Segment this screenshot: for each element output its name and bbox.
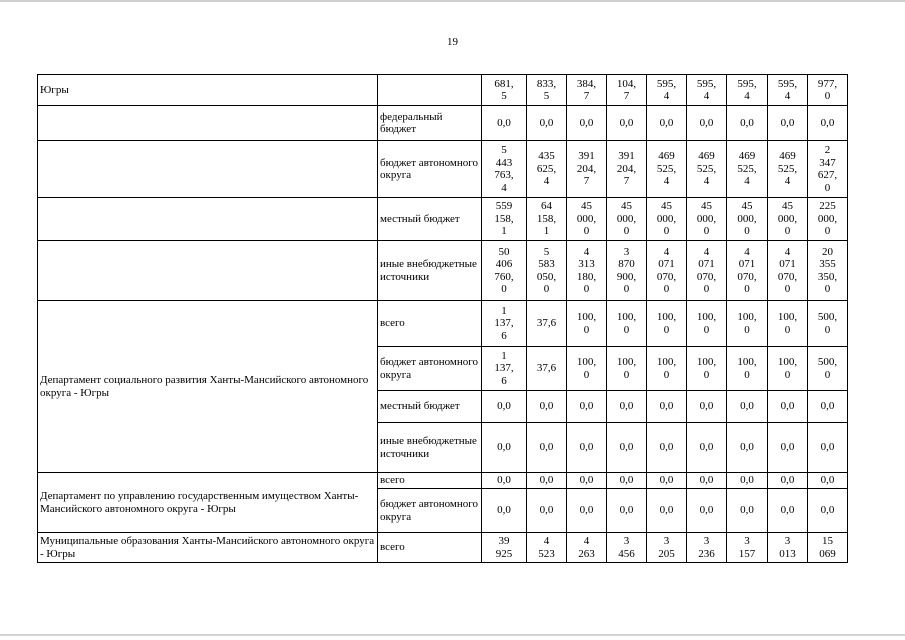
org-name-cell: Департамент социального развития Ханты-Мансийского автономного округа - Югры: [38, 301, 378, 473]
value-cell: 20 355 350, 0: [808, 241, 848, 301]
value-cell: 4 071 070, 0: [687, 241, 727, 301]
value-cell: 4 263: [567, 533, 607, 563]
value-cell: 3 236: [687, 533, 727, 563]
value-cell: 469 525, 4: [687, 141, 727, 198]
value-cell: 595, 4: [727, 75, 768, 106]
value-cell: 0,0: [647, 423, 687, 473]
value-cell: 0,0: [482, 423, 527, 473]
value-cell: 0,0: [567, 391, 607, 423]
table-row: [38, 473, 848, 489]
org-name-cell: Югры: [38, 75, 378, 106]
value-cell: 3 456: [607, 533, 647, 563]
value-cell: 4 523: [527, 533, 567, 563]
value-cell: 100, 0: [687, 347, 727, 391]
value-cell: 15 069: [808, 533, 848, 563]
value-cell: 104, 7: [607, 75, 647, 106]
table-row: [38, 106, 848, 141]
funding-source-cell: всего: [378, 473, 482, 489]
table-row: [38, 198, 848, 241]
value-cell: 45 000, 0: [768, 198, 808, 241]
value-cell: 39 925: [482, 533, 527, 563]
value-cell: 45 000, 0: [687, 198, 727, 241]
value-cell: 4 071 070, 0: [647, 241, 687, 301]
value-cell: 45 000, 0: [647, 198, 687, 241]
value-cell: 1 137, 6: [482, 347, 527, 391]
value-cell: 977, 0: [808, 75, 848, 106]
value-cell: 0,0: [768, 423, 808, 473]
table-row: [38, 141, 848, 198]
budget-table: [37, 74, 848, 563]
value-cell: 3 205: [647, 533, 687, 563]
value-cell: 0,0: [768, 473, 808, 489]
org-name-cell: Муниципальные образования Ханты-Мансийского автономного округа - Югры: [38, 533, 378, 563]
funding-source-cell: всего: [378, 533, 482, 563]
value-cell: 595, 4: [687, 75, 727, 106]
value-cell: 0,0: [687, 423, 727, 473]
value-cell: 469 525, 4: [647, 141, 687, 198]
value-cell: 0,0: [607, 489, 647, 533]
value-cell: 500, 0: [808, 301, 848, 347]
value-cell: 0,0: [808, 423, 848, 473]
value-cell: 64 158, 1: [527, 198, 567, 241]
value-cell: 0,0: [687, 473, 727, 489]
value-cell: 100, 0: [647, 347, 687, 391]
value-cell: 0,0: [768, 489, 808, 533]
value-cell: 469 525, 4: [727, 141, 768, 198]
value-cell: 0,0: [482, 106, 527, 141]
value-cell: 833, 5: [527, 75, 567, 106]
value-cell: 0,0: [808, 391, 848, 423]
value-cell: 0,0: [647, 489, 687, 533]
table-row: [38, 533, 848, 563]
funding-source-cell: [378, 75, 482, 106]
org-name-cell: [38, 198, 378, 241]
value-cell: 0,0: [567, 106, 607, 141]
value-cell: 0,0: [647, 473, 687, 489]
value-cell: 0,0: [607, 106, 647, 141]
value-cell: 0,0: [768, 391, 808, 423]
value-cell: 391 204, 7: [567, 141, 607, 198]
value-cell: 595, 4: [647, 75, 687, 106]
value-cell: 384, 7: [567, 75, 607, 106]
value-cell: 469 525, 4: [768, 141, 808, 198]
org-name-cell: Департамент по управлению государственным имуществом Ханты-Мансийского автономного округа - Югры: [38, 473, 378, 533]
value-cell: 0,0: [768, 106, 808, 141]
value-cell: 100, 0: [567, 301, 607, 347]
value-cell: 5 443 763, 4: [482, 141, 527, 198]
value-cell: 100, 0: [687, 301, 727, 347]
value-cell: 4 313 180, 0: [567, 241, 607, 301]
funding-source-cell: бюджет автономного округа: [378, 141, 482, 198]
value-cell: 37,6: [527, 301, 567, 347]
value-cell: 0,0: [527, 391, 567, 423]
value-cell: 3 157: [727, 533, 768, 563]
org-name-cell: [38, 106, 378, 141]
value-cell: 4 071 070, 0: [727, 241, 768, 301]
scan-edge-bottom: [0, 634, 905, 636]
value-cell: 45 000, 0: [727, 198, 768, 241]
value-cell: 0,0: [527, 106, 567, 141]
funding-source-cell: федеральный бюджет: [378, 106, 482, 141]
value-cell: 0,0: [567, 423, 607, 473]
value-cell: 100, 0: [768, 301, 808, 347]
value-cell: 0,0: [727, 106, 768, 141]
value-cell: 0,0: [727, 391, 768, 423]
value-cell: 0,0: [647, 106, 687, 141]
value-cell: 0,0: [482, 391, 527, 423]
value-cell: 100, 0: [727, 301, 768, 347]
value-cell: 3 013: [768, 533, 808, 563]
value-cell: 100, 0: [607, 347, 647, 391]
value-cell: 0,0: [687, 106, 727, 141]
value-cell: 391 204, 7: [607, 141, 647, 198]
value-cell: 0,0: [607, 423, 647, 473]
value-cell: 0,0: [647, 391, 687, 423]
value-cell: 0,0: [687, 391, 727, 423]
funding-source-cell: всего: [378, 301, 482, 347]
value-cell: 2 347 627, 0: [808, 141, 848, 198]
value-cell: 0,0: [727, 489, 768, 533]
value-cell: 1 137, 6: [482, 301, 527, 347]
value-cell: 595, 4: [768, 75, 808, 106]
value-cell: 100, 0: [647, 301, 687, 347]
funding-source-cell: иные внебюджетные источники: [378, 423, 482, 473]
value-cell: 0,0: [527, 489, 567, 533]
value-cell: 225 000, 0: [808, 198, 848, 241]
value-cell: 0,0: [567, 489, 607, 533]
value-cell: 5 583 050, 0: [527, 241, 567, 301]
value-cell: 0,0: [727, 423, 768, 473]
value-cell: 559 158, 1: [482, 198, 527, 241]
value-cell: 500, 0: [808, 347, 848, 391]
value-cell: 0,0: [727, 473, 768, 489]
value-cell: 45 000, 0: [607, 198, 647, 241]
value-cell: 3 870 900, 0: [607, 241, 647, 301]
value-cell: 100, 0: [768, 347, 808, 391]
value-cell: 0,0: [808, 106, 848, 141]
funding-source-cell: местный бюджет: [378, 198, 482, 241]
value-cell: 100, 0: [567, 347, 607, 391]
value-cell: 681, 5: [482, 75, 527, 106]
value-cell: 435 625, 4: [527, 141, 567, 198]
org-name-cell: [38, 241, 378, 301]
funding-source-cell: местный бюджет: [378, 391, 482, 423]
value-cell: 50 406 760, 0: [482, 241, 527, 301]
value-cell: 0,0: [527, 473, 567, 489]
value-cell: 4 071 070, 0: [768, 241, 808, 301]
value-cell: 0,0: [567, 473, 607, 489]
org-name-cell: [38, 141, 378, 198]
table-row: [38, 241, 848, 301]
value-cell: 0,0: [482, 473, 527, 489]
value-cell: 0,0: [808, 473, 848, 489]
table-row: [38, 301, 848, 347]
value-cell: 100, 0: [727, 347, 768, 391]
funding-source-cell: бюджет автономного округа: [378, 347, 482, 391]
value-cell: 0,0: [482, 489, 527, 533]
funding-source-cell: бюджет автономного округа: [378, 489, 482, 533]
funding-source-cell: иные внебюджетные источники: [378, 241, 482, 301]
page-number: 19: [447, 36, 458, 48]
value-cell: 0,0: [607, 473, 647, 489]
scan-edge-top: [0, 0, 905, 2]
value-cell: 0,0: [687, 489, 727, 533]
value-cell: 100, 0: [607, 301, 647, 347]
table-row: [38, 75, 848, 106]
value-cell: 0,0: [607, 391, 647, 423]
value-cell: 37,6: [527, 347, 567, 391]
value-cell: 45 000, 0: [567, 198, 607, 241]
value-cell: 0,0: [808, 489, 848, 533]
value-cell: 0,0: [527, 423, 567, 473]
